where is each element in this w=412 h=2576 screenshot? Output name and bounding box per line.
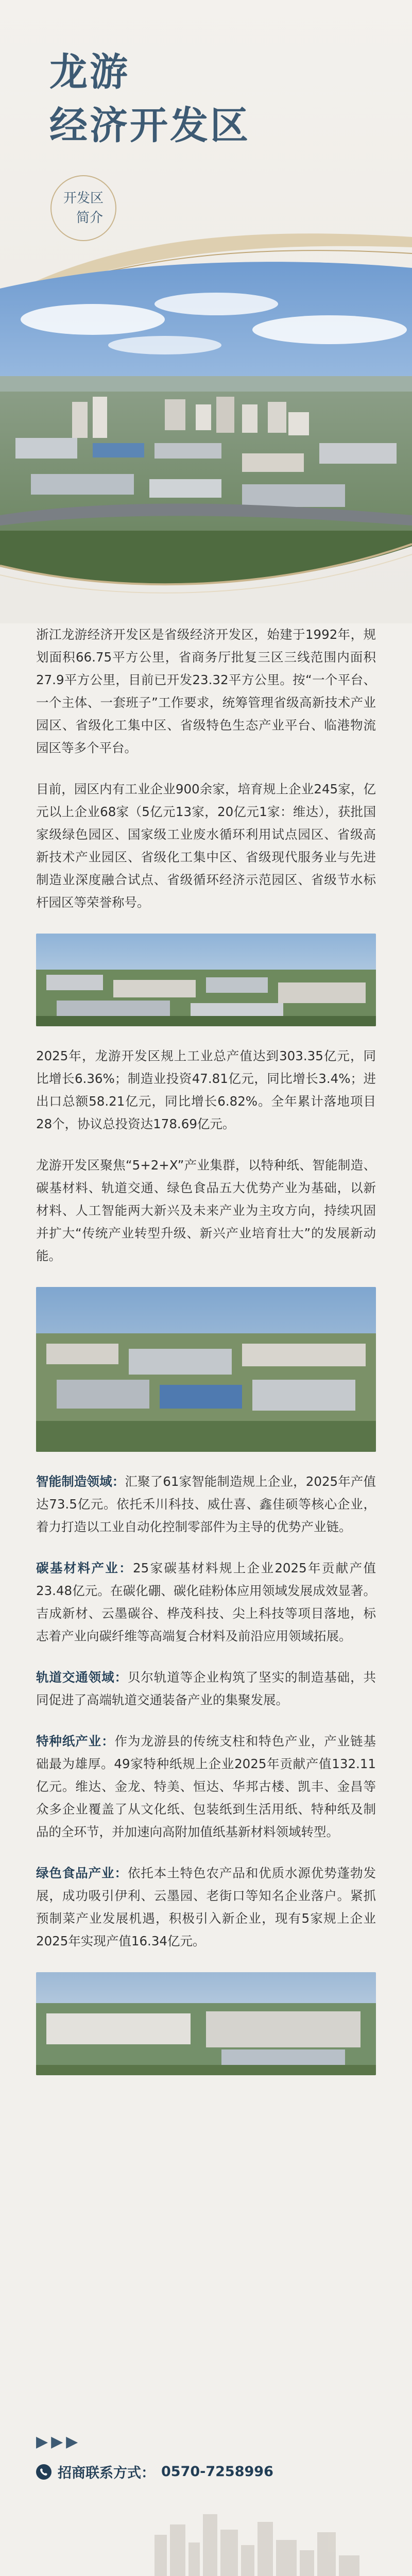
footer [0,2432,412,2576]
paragraph-lead: 特种纸产业： [36,1734,115,1749]
content-section [0,623,412,2075]
title-line-2: 经济开发区 [49,104,250,148]
paragraph-industry-clusters [36,1154,376,1267]
aerial-park-photo [0,258,412,613]
paragraph-green-food [36,1862,376,1953]
paragraph-carbon-materials [36,1557,376,1648]
paragraph-overview [36,623,376,759]
paragraph-enterprises [36,778,376,914]
phone-icon [36,2464,52,2480]
paragraph-text: 浙江龙游经济开发区是省级经济开发区，始建于1992年，规划面积66.75平方公里，省商务厅批复三区三线范围内面积27.9平方公里，目前已开发23.32平方公里。按“一个平台、一个主体、一套班子”工作要求，统筹管理省级高新技术产业园区、省级化工集中区、省级特色生态产业平台、临港物流园区等多个平台。 [36,627,376,755]
contact-phone[interactable]: 0570-7258996 [161,2464,273,2480]
paragraph-specialty-paper [36,1730,376,1843]
paragraph-text: 依托本土特色农产品和优质水源优势蓬勃发展，成功吸引伊利、云墨园、老街口等知名企业落户。紧抓预制菜产业发展机遇，积极引入新企业，现有5家规上企业2025年实现产值16.34亿元。 [36,1866,376,1948]
page-title [49,45,250,152]
arrow-decoration: ▶▶▶ [36,2433,81,2451]
industrial-park-photo-1 [36,934,376,1026]
paragraph-text: 龙游开发区聚焦“5+2+X”产业集群，以特种纸、智能制造、碳基材料、轨道交通、绿色食品五大优势产业为基础，以新材料、人工智能两大新兴及未来产业为主攻方向，持续巩固并扩大“传统产业转型升级、新兴产业培育壮大”的发展新动能。 [36,1158,376,1263]
badge-line-1: 开发区 [63,191,104,206]
contact-label: 招商联系方式： [58,2465,155,2481]
paragraph-text: 2025年，龙游开发区规上工业总产值达到303.35亿元，同比增长6.36%；制造业投资47.81亿元，同比增长3.4%；进出口总额58.21亿元，同比增长6.82%。全年累计落地项目28个，协议总投资达178.69亿元。 [36,1048,376,1131]
paragraph-2025-stats [36,1045,376,1136]
paragraph-rail-transit [36,1666,376,1711]
contact-line [36,2462,273,2482]
title-line-1: 龙游 [49,50,130,94]
paragraph-lead: 智能制造领域： [36,1474,125,1489]
intro-badge [50,175,116,241]
paragraph-lead: 轨道交通领域： [36,1670,128,1685]
paragraph-text: 贝尔轨道等企业构筑了坚实的制造基础，共同促进了高端轨道交通装备产业的集聚发展。 [36,1670,376,1707]
paragraph-text: 汇聚了61家智能制造规上企业，2025年产值达73.5亿元。依托禾川科技、威仕喜、鑫佳硕等核心企业，着力打造以工业自动化控制零部件为主导的优势产业链。 [36,1474,376,1534]
hero-section [0,0,412,623]
skyline-decoration [0,2494,412,2576]
paragraph-text: 作为龙游县的传统支柱和特色产业，产业链基础最为雄厚。49家特种纸规上企业2025年贡献产值132.11亿元。维达、金龙、特美、恒达、华邦古楼、凯丰、金昌等众多企业覆盖了从文化纸、包装纸到生活用纸、特种纸及制品的全环节，并加速向高附加值纸基新材料领域转型。 [36,1734,376,1839]
paragraph-text: 25家碳基材料规上企业2025年贡献产值23.48亿元。在碳化硼、碳化硅粉体应用领域发展成效显著。吉成新材、云墨碳谷、桦茂科技、尖上科技等项目落地，标志着产业向碳纤维等高端复合材料及前沿应用领域拓展。 [36,1561,376,1643]
paragraph-text: 目前，园区内有工业企业900余家，培育规上企业245家，亿元以上企业68家（5亿元13家，20亿元1家：维达），获批国家级绿色园区、国家级工业废水循环利用试点园区、省级高新技术产业园区、省级化工集中区、省级现代服务业与先进制造业深度融合试点、省级循环经济示范园区、省级节水标杆园区等荣誉称号。 [36,782,376,910]
paragraph-smart-manufacturing [36,1470,376,1538]
badge-line-2: 简介 [76,210,103,226]
paragraph-lead: 绿色食品产业： [36,1866,128,1880]
industrial-park-photo-2 [36,1287,376,1452]
industrial-park-photo-3 [36,1972,376,2075]
paragraph-lead: 碳基材料产业： [36,1561,133,1575]
